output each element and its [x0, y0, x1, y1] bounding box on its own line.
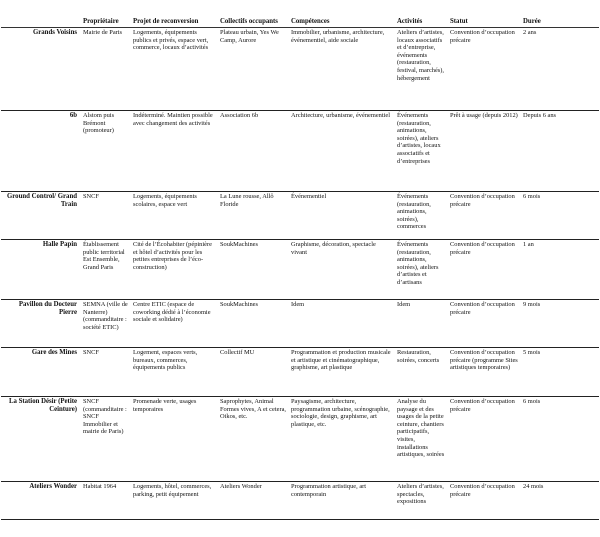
skills-cell: Programmation artistique, art contemporain	[289, 482, 395, 520]
collectives-cell: La Lune rousse, Allô Floride	[218, 192, 289, 240]
table-row	[1, 348, 599, 397]
site-name: La Station Désir (Petite Ceinture)	[1, 397, 81, 482]
collectives-cell: Association 6b	[218, 111, 289, 192]
table-row	[1, 111, 599, 192]
project-cell: Logement, espaces verts, bureaux, commerces, équipements publics	[131, 348, 218, 397]
duration-cell: 2 ans	[521, 28, 599, 111]
status-cell: Prêt à usage (depuis 2012)	[448, 111, 521, 192]
owner-cell: SEMNA (ville de Nanterre) (commanditaire : société ETIC)	[81, 300, 131, 348]
collectives-cell: Ateliers Wonder	[218, 482, 289, 520]
table-row	[1, 192, 599, 240]
header-activities: Activités	[395, 0, 448, 28]
status-cell: Convention d’occupation précaire	[448, 482, 521, 520]
project-cell: Promenade verte, usages temporaires	[131, 397, 218, 482]
project-cell: Logements, hôtel, commerces, parking, petit équipement	[131, 482, 218, 520]
site-name: Halle Papin	[1, 240, 81, 300]
header-project: Projet de reconversion	[131, 0, 218, 28]
site-name: 6b	[1, 111, 81, 192]
site-name: Pavillon du Docteur Pierre	[1, 300, 81, 348]
project-cell: Centre ETIC (espace de coworking dédié à l’économie sociale et solidaire)	[131, 300, 218, 348]
duration-cell: Depuis 6 ans	[521, 111, 599, 192]
activities-cell: Événements (restauration, animations, soirées), commerces	[395, 192, 448, 240]
collectives-cell: SoukMachines	[218, 300, 289, 348]
duration-cell: 1 an	[521, 240, 599, 300]
status-cell: Convention d’occupation précaire	[448, 397, 521, 482]
status-cell: Convention d’occupation précaire	[448, 28, 521, 111]
collectives-cell: Plateau urbain, Yes We Camp, Aurore	[218, 28, 289, 111]
collectives-cell: Collectif MU	[218, 348, 289, 397]
activities-cell: Restauration, soirées, concerts	[395, 348, 448, 397]
status-cell: Convention d’occupation précaire (programme Sites artistiques temporaires)	[448, 348, 521, 397]
owner-cell: SNCF	[81, 348, 131, 397]
site-name: Gare des Mines	[1, 348, 81, 397]
activities-cell: Ateliers d’artistes, locaux associatifs et d’entreprise, événements (restauration, festival, marchés), hébergement	[395, 28, 448, 111]
skills-cell: Idem	[289, 300, 395, 348]
owner-cell: SNCF	[81, 192, 131, 240]
status-cell: Convention d’occupation précaire	[448, 240, 521, 300]
header-owner: Propriétaire	[81, 0, 131, 28]
header-duration: Durée	[521, 0, 599, 28]
header-row	[1, 0, 599, 28]
skills-cell: Graphisme, décoration, spectacle vivant	[289, 240, 395, 300]
duration-cell: 6 mois	[521, 397, 599, 482]
occupation-table	[1, 0, 599, 520]
skills-cell: Architecture, urbanisme, événementiel	[289, 111, 395, 192]
site-name: Ateliers Wonder	[1, 482, 81, 520]
project-cell: Logements, équipements scolaires, espace vert	[131, 192, 218, 240]
header-skills: Compétences	[289, 0, 395, 28]
project-cell: Logements, équipements publics et privés, espace vert, commerce, locaux d’activités	[131, 28, 218, 111]
owner-cell: Alstom puis Brémont (promoteur)	[81, 111, 131, 192]
skills-cell: Paysagisme, architecture, programmation urbaine, scénographie, sociologie, design, graphisme, art plastique, etc.	[289, 397, 395, 482]
duration-cell: 9 mois	[521, 300, 599, 348]
header-status: Statut	[448, 0, 521, 28]
site-name: Grands Voisins	[1, 28, 81, 111]
status-cell: Convention d’occupation précaire	[448, 192, 521, 240]
duration-cell: 6 mois	[521, 192, 599, 240]
header-collectives: Collectifs occupants	[218, 0, 289, 28]
status-cell: Convention d’occupation précaire	[448, 300, 521, 348]
owner-cell: SNCF (commanditaire : SNCF Immobilier et mairie de Paris)	[81, 397, 131, 482]
table-row	[1, 28, 599, 111]
activities-cell: Ateliers d’artistes, spectacles, expositions	[395, 482, 448, 520]
owner-cell: Établissement public territorial Est Ensemble, Grand Paris	[81, 240, 131, 300]
table-row	[1, 482, 599, 520]
project-cell: Cité de l’Écohabiter (pépinière et hôtel d’activités pour les petites entreprises de l’éco-construction)	[131, 240, 218, 300]
collectives-cell: SoukMachines	[218, 240, 289, 300]
table-row	[1, 397, 599, 482]
activities-cell: Idem	[395, 300, 448, 348]
activities-cell: Événements (restauration, animations, soirées), ateliers d’artistes, locaux associatifs et d’entreprises	[395, 111, 448, 192]
collectives-cell: Saprophytes, Animal Formes vives, A et cetera, Oikos, etc.	[218, 397, 289, 482]
skills-cell: Immobilier, urbanisme, architecture, événementiel, aide sociale	[289, 28, 395, 111]
table-row	[1, 240, 599, 300]
duration-cell: 24 mois	[521, 482, 599, 520]
skills-cell: Programmation et production musicale et artistique et cinématographique, graphisme, art plastique	[289, 348, 395, 397]
duration-cell: 5 mois	[521, 348, 599, 397]
project-cell: Indéterminé. Maintien possible avec changement des activités	[131, 111, 218, 192]
owner-cell: Mairie de Paris	[81, 28, 131, 111]
activities-cell: Événements (restauration, animations, soirées), ateliers d’artistes et d’artisans	[395, 240, 448, 300]
skills-cell: Événementiel	[289, 192, 395, 240]
header-site	[1, 0, 81, 28]
site-name: Ground Control/ Grand Train	[1, 192, 81, 240]
activities-cell: Analyse du paysage et des usages de la petite ceinture, chantiers participatifs, visites, installations artistiques, soirées	[395, 397, 448, 482]
table-row	[1, 300, 599, 348]
owner-cell: Habitat 1964	[81, 482, 131, 520]
